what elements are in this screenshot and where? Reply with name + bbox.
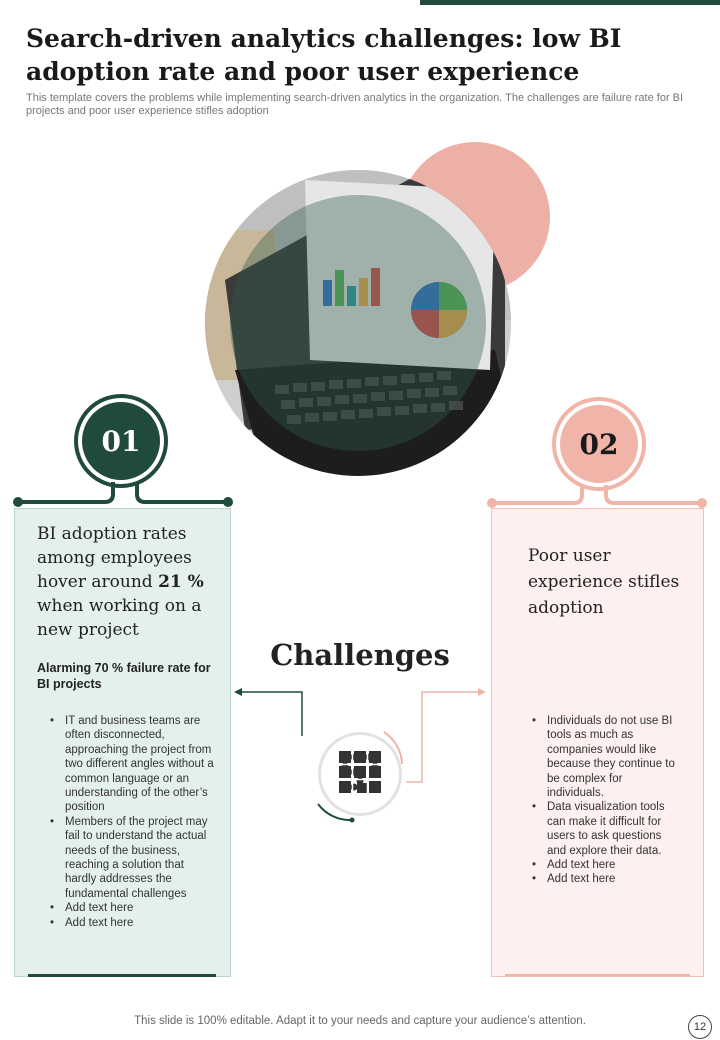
- challenge-1-highlight: 21 %: [158, 572, 204, 592]
- center-icon-circle: [318, 732, 402, 816]
- challenge-1-heading-text: BI adoption rates among employees hover around: [37, 524, 192, 592]
- challenge-number-badge-2: 02: [560, 405, 638, 483]
- list-item: • Data visualization tools can make it difficult for users to ask questions and explore their data.: [527, 800, 677, 858]
- list-item: • Members of the project may fail to understand the actual needs of the business, reaching a solution that hardly addresses the fundamental challenges: [45, 815, 217, 901]
- list-item: • Add text here: [527, 858, 677, 872]
- challenge-2-bullets: [527, 714, 677, 887]
- list-item: • Add text here: [527, 872, 677, 886]
- list-item: • IT and business teams are often disconnected, approaching the project from two different angles without a common language or an understanding of the other’s position: [45, 714, 217, 815]
- page-title: Search-driven analytics challenges: low BI adoption rate and poor user experience: [26, 24, 622, 86]
- list-item: • Add text here: [45, 916, 217, 930]
- card-1-bottom-line: [28, 974, 216, 977]
- page-subtitle: This template covers the problems while implementing search-driven analytics in the organization. The challenges are failure rate for BI projects and poor user experience stifles adoption: [26, 92, 684, 117]
- list-item: • Add text here: [45, 901, 217, 915]
- list-item: • Individuals do not use BI tools as much as companies would like because they continue to be complex for individuals.: [527, 714, 677, 800]
- challenge-2-heading: Poor user experience stifles adoption: [528, 546, 680, 618]
- laptop-photo: [205, 170, 511, 476]
- puzzle-icon: [335, 747, 385, 802]
- challenges-label: Challenges: [270, 638, 450, 672]
- challenge-1-subheading: Alarming 70 % failure rate for BI projects: [37, 661, 211, 691]
- card-2-bottom-line: [505, 974, 690, 976]
- challenge-1-bullets: [45, 714, 217, 930]
- challenge-1-heading-text-end: when working on a new project: [37, 596, 202, 640]
- top-accent-bar: [420, 0, 720, 5]
- footer-note: This slide is 100% editable. Adapt it to your needs and capture your audience’s attention.: [134, 1015, 586, 1027]
- page-number: 12: [688, 1015, 712, 1039]
- challenge-1-heading: [37, 522, 222, 642]
- challenge-number-badge-1: 01: [82, 402, 160, 480]
